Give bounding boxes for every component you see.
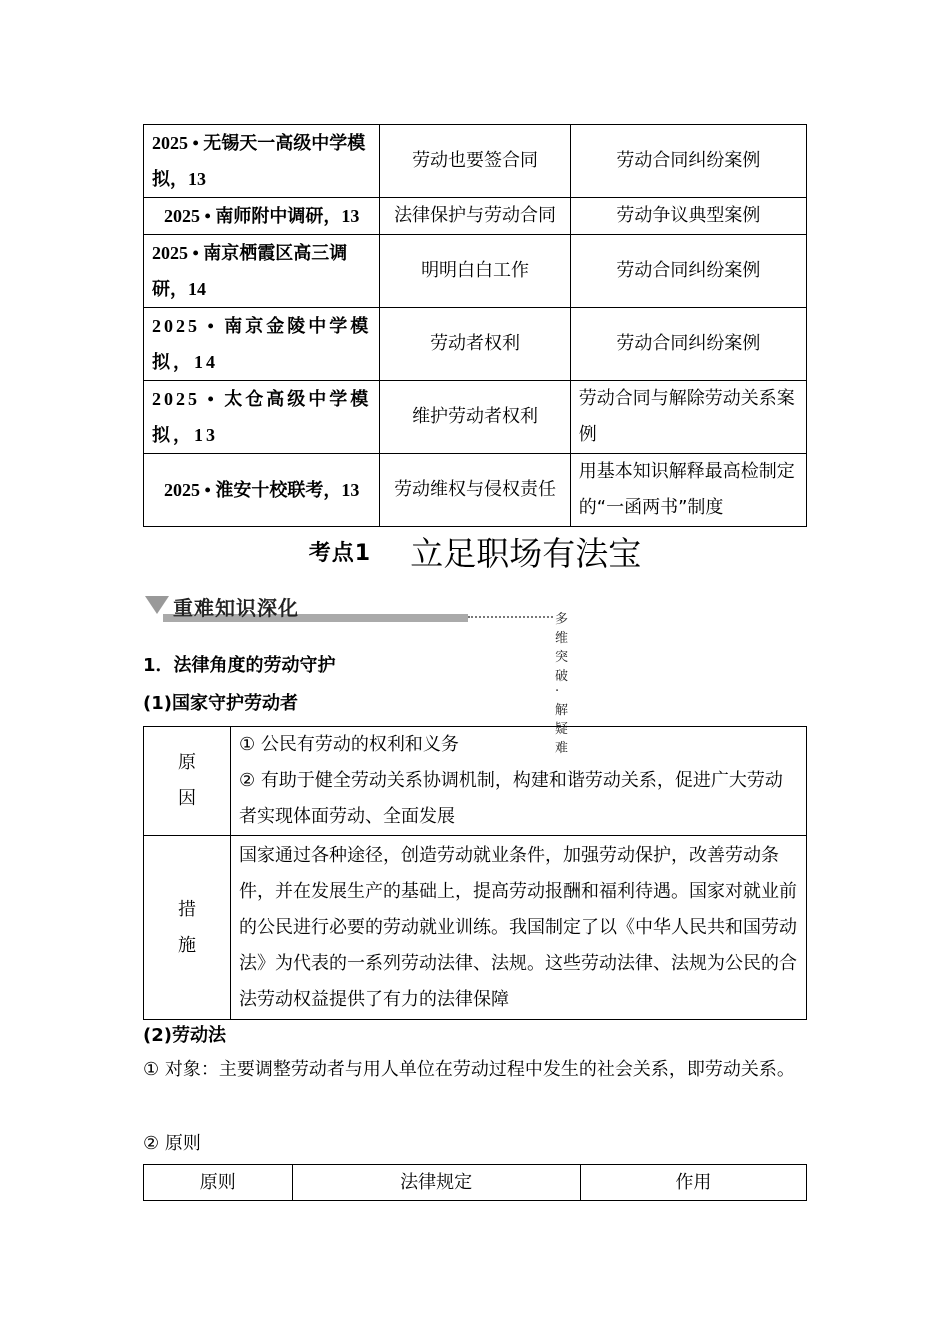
kaodian-title — [0, 528, 950, 575]
source-cell: 2025 • 淮安十校联考，13 — [144, 454, 380, 527]
reason-line: ② 有助于健全劳动关系协调机制，构建和谐劳动关系，促进广大劳动者实现体面劳动、全面发展 — [239, 770, 783, 827]
reason-head: 原 因 — [144, 727, 231, 836]
topic-cell: 劳动维权与侵权责任 — [380, 454, 570, 527]
case-cell: 劳动争议典型案例 — [570, 198, 806, 235]
subsection-heading: (1)国家守护劳动者 — [143, 693, 298, 714]
table-row — [144, 235, 807, 308]
banner-subtitle: 多维突破 · 解疑难 — [555, 612, 569, 756]
table-row — [144, 308, 807, 381]
banner-dotted-line — [468, 616, 553, 618]
case-cell: 劳动合同与解除劳动关系案例 — [570, 381, 806, 454]
exam-source-table — [143, 124, 807, 527]
column-header: 原则 — [144, 1165, 293, 1201]
table-row — [144, 198, 807, 235]
table-row — [144, 727, 807, 836]
kaodian-name: 立足职场有法宝 — [410, 534, 642, 573]
table-row — [144, 454, 807, 527]
banner-title: 重难知识深化 — [173, 596, 299, 620]
section-heading: 1．法律角度的劳动守护 — [143, 655, 336, 676]
object-paragraph: ① 对象：主要调整劳动者与用人单位在劳动过程中发生的社会关系，即劳动关系。 — [143, 1059, 795, 1080]
law-protection-table — [143, 726, 807, 1020]
reason-line: ① 公民有劳动的权利和义务 — [239, 734, 459, 755]
topic-cell: 明明白白工作 — [380, 235, 570, 308]
topic-cell: 法律保护与劳动合同 — [380, 198, 570, 235]
case-cell: 用基本知识解释最高检制定的“一函两书”制度 — [570, 454, 806, 527]
column-header: 法律规定 — [292, 1165, 580, 1201]
reason-body — [231, 727, 807, 836]
source-cell: 2025 • 南京栖霞区高三调研，14 — [144, 235, 380, 308]
subsection-heading: (2)劳动法 — [143, 1025, 226, 1046]
measure-body: 国家通过各种途径，创造劳动就业条件，加强劳动保护，改善劳动条件，并在发展生产的基础上，提高劳动报酬和福利待遇。国家对就业前的公民进行必要的劳动就业训练。我国制定了以《中华人民共和国劳动法》为代表的一系列劳动法律、法规。这些劳动法律、法规为公民的合法劳动权益提供了有力的法律保障 — [231, 836, 807, 1020]
topic-cell: 劳动也要签合同 — [380, 125, 570, 198]
table-header-row — [144, 1165, 807, 1201]
case-cell: 劳动合同纠纷案例 — [570, 125, 806, 198]
case-cell: 劳动合同纠纷案例 — [570, 308, 806, 381]
principle-label: ② 原则 — [143, 1133, 201, 1154]
source-cell: 2025 • 南京金陵中学模拟，14 — [144, 308, 380, 381]
principle-table — [143, 1164, 807, 1201]
column-header: 作用 — [580, 1165, 806, 1201]
triangle-icon — [145, 596, 169, 614]
source-cell: 2025 • 无锡天一高级中学模拟，13 — [144, 125, 380, 198]
measure-head: 措 施 — [144, 836, 231, 1020]
topic-cell: 劳动者权利 — [380, 308, 570, 381]
table-row — [144, 125, 807, 198]
source-cell: 2025 • 南师附中调研，13 — [144, 198, 380, 235]
source-cell: 2025 • 太仓高级中学模拟，13 — [144, 381, 380, 454]
table-row — [144, 381, 807, 454]
table-row — [144, 836, 807, 1020]
kaodian-label: 考点1 — [308, 541, 372, 566]
topic-cell: 维护劳动者权利 — [380, 381, 570, 454]
case-cell: 劳动合同纠纷案例 — [570, 235, 806, 308]
